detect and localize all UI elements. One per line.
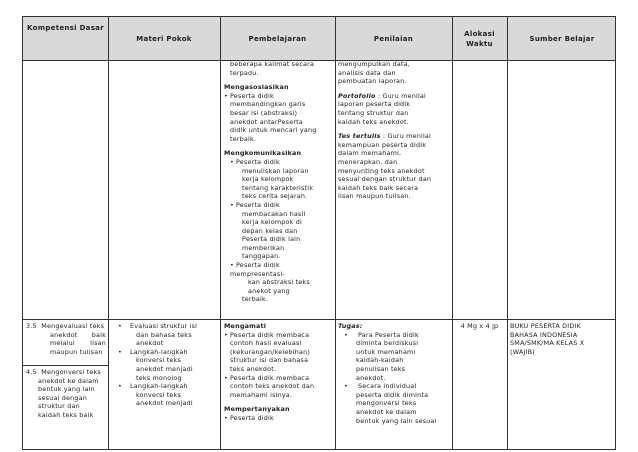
text-line: anekot yang — [248, 286, 290, 295]
kd-3-5-cell — [26, 322, 106, 356]
text-line: terpadu. — [230, 68, 259, 77]
text-line: (WAJIB) — [510, 347, 535, 356]
text-line: untuk memahami — [356, 347, 416, 356]
text-line: BAHASA INDONESIA — [510, 330, 578, 339]
text-line: konversi teks — [136, 390, 181, 399]
text-line: teks monolog — [136, 373, 182, 382]
text-line: (kekurangan/kelebihan) — [230, 347, 311, 356]
text-line: besar isi (abstraksi) — [230, 108, 298, 117]
text-line: kan abstraksi teks — [248, 278, 310, 287]
portofolio-label: Portofolio — [338, 91, 376, 100]
text-line: 4.5 Mengonversi teks — [26, 368, 101, 376]
header-pembelajaran: Pembelajaran — [248, 34, 307, 43]
text-line: BUKU PESERTA DIDIK — [510, 322, 581, 330]
text-line: lisan maupun tulisan. — [338, 192, 411, 201]
header-penilaian: Penilaian — [373, 34, 414, 43]
list-item: • Langkah-langkah — [112, 382, 218, 391]
column-divider — [335, 17, 336, 449]
text-line: SMA/SMK/MA KELAS X — [510, 339, 585, 348]
text-line: anekdot. — [356, 373, 386, 382]
tes-tertulis-label: Tes tertulis — [338, 132, 381, 141]
text-line: tentang karakteristik — [242, 183, 314, 192]
row1-penilaian-cell — [338, 60, 450, 201]
column-divider — [220, 17, 221, 449]
text-line: memahami isinya. — [230, 390, 293, 399]
text-line: dalam memahami, — [338, 149, 402, 158]
text-line: menyunting teks anekdot — [338, 166, 425, 175]
text-line: konversi teks — [136, 356, 181, 365]
text-line: melalui lisan — [50, 339, 106, 348]
kd-4-5-cell — [26, 368, 106, 420]
materi-pokok-cell — [112, 322, 218, 408]
text-line: kaidah teks anekdot. — [338, 117, 409, 126]
text-line: laporan peserta didik — [338, 100, 411, 109]
row1-pembelajaran-cell — [224, 60, 334, 304]
list-item: • Peserta didik — [224, 158, 334, 167]
text-line: sesuai dengan — [38, 393, 88, 402]
sumber-belajar-cell — [510, 322, 616, 356]
text-line: depan kelas dan — [242, 226, 298, 235]
list-item: • Evaluasi struktur isi — [112, 322, 218, 331]
list-item: • Peserta didik membaca — [224, 331, 334, 340]
text-line: sesuai dengan struktur dan — [338, 175, 432, 184]
text-line: dan bahasa teks — [136, 330, 192, 339]
text-line: anekdot ke dalam — [356, 407, 417, 416]
header-sumber-belajar: Sumber Belajar — [529, 34, 595, 43]
column-divider — [507, 17, 508, 449]
alokasi-waktu-cell — [452, 322, 507, 331]
text-line: beberapa kalimat secara — [230, 60, 315, 68]
text-line: anekdot antarPeserta — [230, 117, 303, 126]
section-heading-mengkomunikasikan: Mengkomunikasikan — [224, 149, 302, 158]
text-line: membandingkan garis — [230, 100, 306, 109]
list-item: • Peserta didik — [224, 201, 334, 210]
text-line: terbaik. — [242, 295, 269, 304]
text-line: teks cerita sejarah. — [242, 192, 308, 201]
text-line: anekdot ke dalam — [38, 376, 99, 385]
text-line: mempresentasi- — [230, 269, 285, 278]
text-line: Tes tertulis : Guru menilai — [338, 132, 432, 141]
text-line: kaidah-kaidah — [356, 356, 404, 365]
list-item: • Secara individual — [338, 382, 451, 391]
text-line: peserta didik diminta — [356, 390, 429, 399]
text-line: 3.5 Mengevaluasi teks — [26, 322, 105, 330]
header-alokasi-line2: Waktu — [466, 39, 493, 48]
header-materi-pokok: Materi Pokok — [136, 34, 192, 43]
text-line: didik untuk mencari yang — [230, 126, 317, 135]
text-line: anekdot baik — [50, 330, 106, 339]
row2-pembelajaran-cell — [224, 322, 334, 423]
text-line: anekdot — [136, 339, 164, 348]
text-line: kerja kelompok — [242, 175, 294, 184]
section-heading-mengasosiasikan: Mengasosiasikan — [224, 83, 289, 92]
text-line: maupun tulisan — [50, 347, 103, 356]
list-item: • Langkah-langkah — [112, 348, 218, 357]
text-line: diminta berdiskusi — [356, 339, 419, 348]
list-item: • Peserta didik — [224, 261, 334, 270]
text-line: anekdot menjadi — [136, 399, 193, 408]
text-line: terbaik. — [230, 134, 257, 143]
text-line: struktur isi dan bahasa — [230, 356, 309, 365]
text-line: mengonversi teks — [356, 399, 417, 408]
text-line: Portofolio : Guru menilai — [338, 91, 427, 100]
text-line: kerja kelompok di — [242, 218, 303, 227]
kd-divider — [23, 365, 108, 366]
text-line: kaidah teks baik secara — [338, 183, 419, 192]
list-item: • Peserta didik — [224, 92, 334, 101]
text-line: menuliskan laporan — [242, 166, 309, 175]
kd-number: 4.5 — [26, 368, 37, 376]
list-item: • Peserta didik membaca — [224, 374, 334, 383]
text-line: contoh hasil evaluasi — [230, 339, 302, 348]
text-line: kemampuan peserta didik — [338, 140, 427, 149]
text-line: kaidah teks baik — [38, 410, 94, 419]
column-divider — [452, 17, 453, 449]
text-line: teks anekdot. — [230, 364, 277, 373]
text-line: memberikan — [242, 243, 285, 252]
list-item: • Peserta didik — [224, 414, 334, 423]
section-heading-mengamati: Mengamati — [224, 322, 267, 330]
text-line: pembuatan laporan. — [338, 77, 407, 86]
header-kompetensi-dasar: Kompetensi Dasar — [27, 24, 104, 32]
tugas-label: Tugas: — [338, 322, 363, 330]
column-divider — [108, 17, 109, 449]
header-alokasi-waktu — [452, 17, 507, 60]
alokasi-value: 4 Mg x 4 jp — [460, 322, 499, 330]
text-line: struktur dan — [38, 402, 80, 411]
text-line: tentang struktur dan — [338, 108, 409, 117]
text-line: bentuk yang lain sesuai — [356, 416, 437, 425]
text-line: bentuk yang lain — [38, 385, 95, 394]
section-heading-mempertanyakan: Mempertanyakan — [224, 405, 290, 414]
text-line: Peserta didik lain — [242, 235, 301, 244]
text-line: anekdot menjadi — [136, 364, 193, 373]
row-divider — [23, 319, 615, 320]
text-line: menerapkan, dan — [338, 157, 398, 166]
text-line: penulisan teks — [356, 364, 406, 373]
syllabus-table — [22, 16, 616, 450]
list-item: • Para Peserta didik — [338, 331, 451, 340]
text-line: tanggapan. — [242, 252, 281, 261]
row2-penilaian-cell — [338, 322, 451, 425]
kd-number: 3.5 — [26, 322, 37, 330]
text-line: mengumpulkan data, — [338, 60, 411, 68]
text-line: contoh teks anekdot dan — [230, 382, 315, 391]
text-line: membacakan hasil — [242, 209, 306, 218]
text-line: analisis data dan — [338, 68, 396, 77]
header-alokasi-line1: Alokasi — [464, 29, 495, 38]
